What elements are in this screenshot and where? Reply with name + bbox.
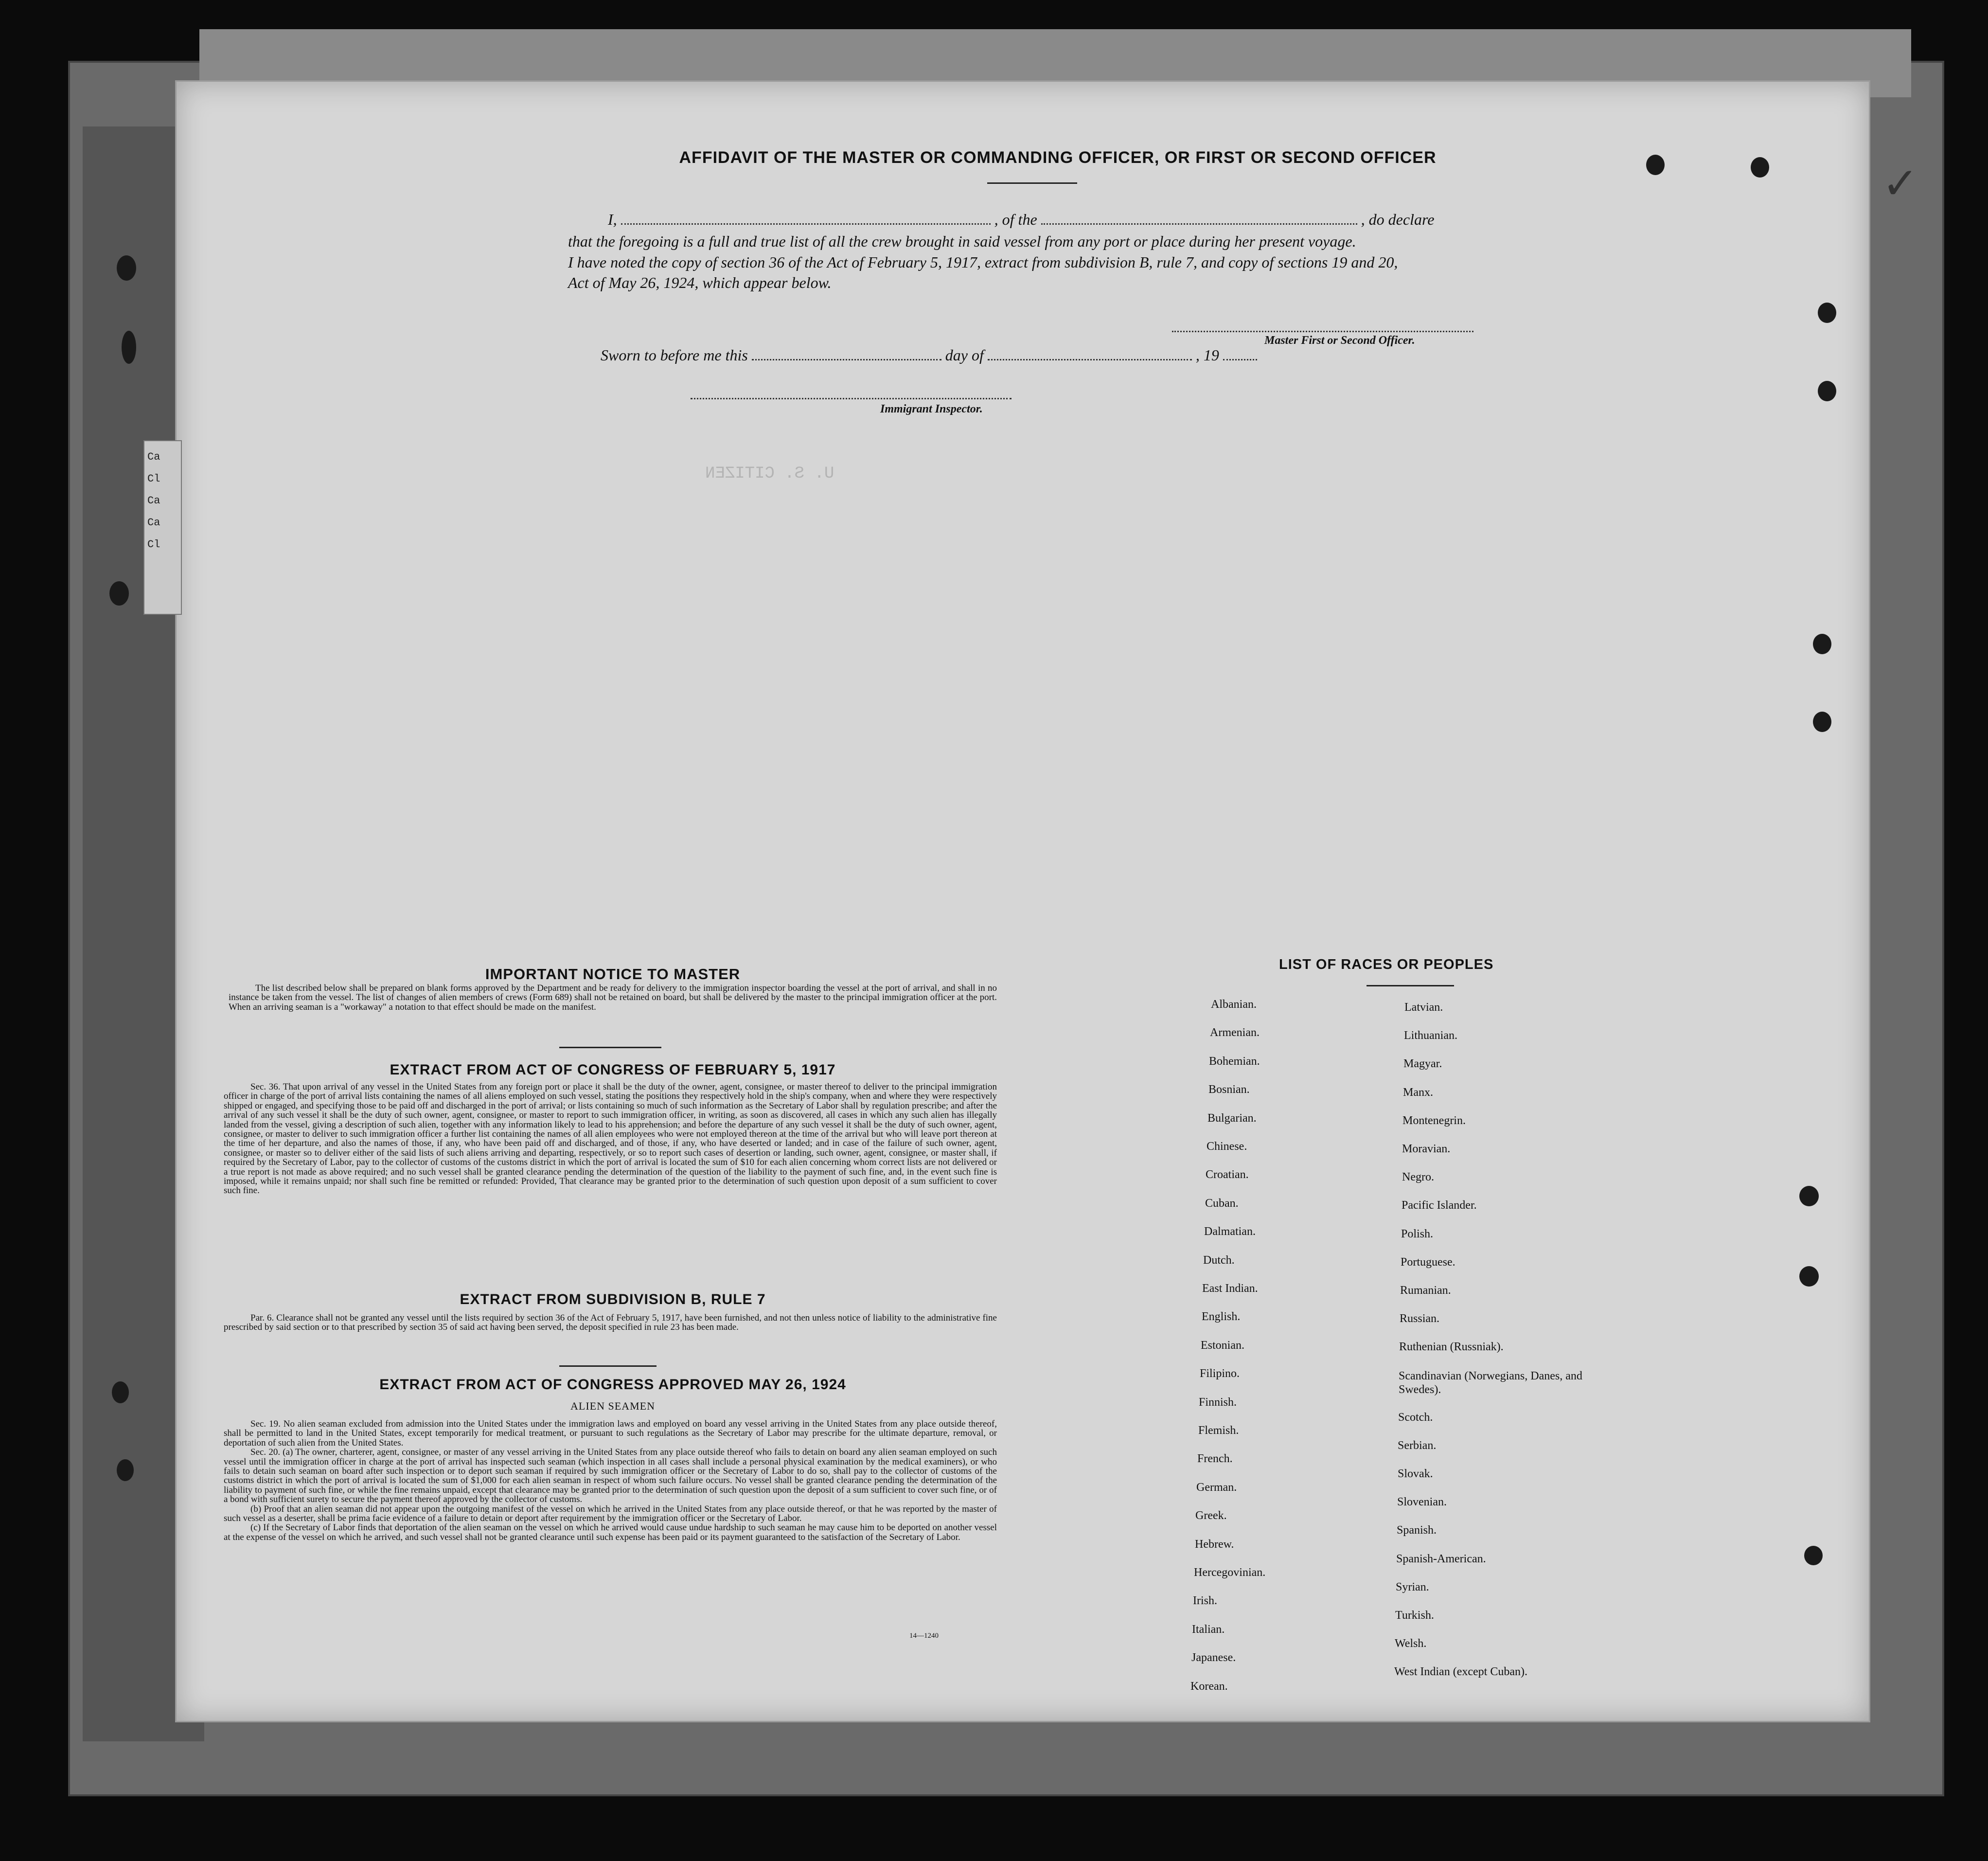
sworn-day-of: day of — [945, 346, 984, 364]
race-item: French. — [1197, 1452, 1233, 1465]
race-item: Irish. — [1193, 1594, 1217, 1607]
punch-hole-top-1 — [1646, 155, 1665, 175]
sworn-day-blank — [752, 359, 941, 360]
vessel-name-blank — [1041, 223, 1357, 225]
race-item: Chinese. — [1207, 1140, 1247, 1153]
punch-hole-top-2 — [1751, 157, 1769, 178]
race-item: German. — [1196, 1481, 1237, 1494]
master-signature-caption: Master First or Second Officer. — [1264, 334, 1415, 347]
notice-paragraph: The list described below shall be prepared on blank forms approved by the Department and be ready for delivery to the immigration inspector boarding the vessel at the port of arrival, and shall in no instance be taken from the vessel. The list of changes of alien members of crews (Form 689) shall not be retained on board, but shall be delivered by the master to the principal immigration officer at the port. When an arriving seaman is a "workaway" a notation to that effect should be made on the manifest. — [229, 983, 997, 1012]
race-item: Portuguese. — [1401, 1256, 1456, 1269]
race-item: Bulgarian. — [1207, 1112, 1257, 1125]
punch-hole-left-3 — [109, 581, 129, 606]
race-item: Italian. — [1192, 1623, 1225, 1636]
extract-1924-text — [224, 1419, 997, 1542]
extract-1917-title: EXTRACT FROM ACT OF CONGRESS OF FEBRUARY 5, 1917 — [390, 1062, 836, 1078]
punch-hole-left-5 — [117, 1459, 134, 1481]
race-item: Manx. — [1403, 1086, 1433, 1099]
punch-hole-right-3 — [1813, 634, 1831, 654]
race-item: Serbian. — [1398, 1439, 1437, 1452]
race-item: Armenian. — [1210, 1026, 1260, 1039]
affidavit-of-the: , of the — [994, 211, 1037, 228]
race-item: Slovenian. — [1397, 1496, 1447, 1508]
race-item: Albanian. — [1211, 998, 1257, 1011]
punch-hole-right-6 — [1799, 1266, 1819, 1287]
race-item: Polish. — [1401, 1228, 1434, 1240]
race-item: Negro. — [1402, 1171, 1434, 1183]
race-item: English. — [1202, 1310, 1241, 1323]
race-item: Magyar. — [1403, 1057, 1442, 1070]
race-item: Turkish. — [1395, 1609, 1434, 1622]
races-title: LIST OF RACES OR PEOPLES — [1279, 957, 1494, 972]
extract-1917-paragraph: Sec. 36. That upon arrival of any vessel in the United States from any foreign port or place it shall be the duty of the owner, agent, consignee, or master thereof to deliver to the principal immigration officer in charge of the port of arrival lists containing the names of all aliens employed on such vessel, stating the positions they respectively hold in the ship's company, when and where they were respectively shipped or engaged, and specifying those to be paid off and discharged in the port of arrival; or lists containing so much of such information as the Secretary of Labor shall by regulation prescribe; and after the arrival of any such vessel it shall be the duty of such owner, agent, consignee, or master to report to such immigration officer, in writing, as soon as discovered, all cases in which any such alien has illegally landed from the vessel, giving a description of such alien, together with any information likely to lead to his apprehension; and before the departure of any such vessel it shall be the duty of such owner, agent, consignee, or master to deliver to such immigration officer a further list containing the names of all alien employees who were not employed thereon at the time of the arrival but who will leave port thereon at the time of her departure, and also the names of those, if any, who have been paid off and discharged, and of those, if any, who have deserted or landed; and in case of the failure of such owner, agent, consignee, or master so to deliver either of the said lists of such aliens arriving and departing, respectively, or so to report such cases of desertion or landing, such owner, agent, consignee, or master shall, if required by the Secretary of Labor, pay to the collector of customs of the customs district in which the port of arrival is located the sum of $10 for each alien concerning whom correct lists are not delivered or a true report is not made as above required; and no such vessel shall be granted clearance pending the determination of the question of the liability to the payment of such fine, and, in the event such fine is imposed, while it remains unpaid; nor shall such fine be remitted or refunded: Provided, That clearance may be granted prior to the determination of such question upon deposit of a sum sufficient to cover such fine. — [224, 1082, 997, 1196]
margin-checkmark: ✓ — [1882, 160, 1919, 208]
affidavit-line-2: that the foregoing is a full and true list of all the crew brought in said vessel from any port or place during her present voyage. — [568, 233, 1356, 250]
notice-title: IMPORTANT NOTICE TO MASTER — [485, 966, 741, 983]
race-item: Lithuanian. — [1404, 1029, 1457, 1042]
extract-rule7-text — [224, 1313, 997, 1332]
affidavit-line-4: Act of May 26, 1924, which appear below. — [568, 274, 832, 291]
race-item: Filipino. — [1200, 1367, 1240, 1380]
form-number: 14—1240 — [909, 1632, 939, 1640]
punch-hole-left-2 — [122, 331, 136, 364]
affidavit-line-3: I have noted the copy of section 36 of the Act of February 5, 1917, extract from subdivision B, rule 7, and copy of sections 19 and 20, — [568, 253, 1398, 271]
race-item: Dalmatian. — [1204, 1225, 1256, 1238]
race-item: Scotch. — [1398, 1411, 1433, 1424]
rule7-rule — [559, 1365, 657, 1367]
sworn-year-blank — [1223, 359, 1257, 360]
race-item: Japanese. — [1191, 1651, 1236, 1664]
extract-1924-sec20c: (c) If the Secretary of Labor finds that deportation of the alien seaman on the vessel on which he arrived would cause undue hardship to such seaman he may cause him to be deported on another vessel at the expense of the vessel on which he arrived, and such vessel shall not be granted clearance until such expense has been paid or its payment guaranteed to the satisfaction of the Secretary of Labor. — [224, 1522, 997, 1542]
race-item: Hercegovinian. — [1194, 1566, 1266, 1579]
race-item: Slovak. — [1398, 1467, 1433, 1480]
races-title-rule — [1367, 985, 1454, 986]
race-item: Cuban. — [1205, 1197, 1239, 1210]
race-item: Pacific Islander. — [1402, 1199, 1477, 1212]
sworn-month-blank — [988, 359, 1192, 360]
race-item: Flemish. — [1198, 1424, 1239, 1437]
race-item: Hebrew. — [1195, 1538, 1234, 1551]
race-item: Korean. — [1190, 1680, 1228, 1693]
master-name-blank — [621, 223, 991, 225]
race-item: Bohemian. — [1209, 1055, 1260, 1068]
affidavit-line-1 — [608, 211, 1434, 229]
punch-hole-left-4 — [112, 1381, 129, 1403]
race-item: Bosnian. — [1208, 1083, 1250, 1096]
punch-hole-right-5 — [1799, 1186, 1819, 1206]
affidavit-title: AFFIDAVIT OF THE MASTER OR COMMANDING OFFICER, OR FIRST OR SECOND OFFICER — [679, 148, 1437, 167]
extract-rule7-paragraph: Par. 6. Clearance shall not be granted any vessel until the lists required by section 36 of the Act of February 5, 1917, have been furnished, and not then unless notice of liability to the administrative fine prescribed by said section or to that prescribed by section 35 of said act having been served, the deposit specified in rule 23 has been made. — [224, 1313, 997, 1333]
race-item: Syrian. — [1396, 1581, 1429, 1593]
punch-hole-right-2 — [1818, 381, 1836, 401]
race-item: East Indian. — [1202, 1282, 1258, 1295]
punch-hole-right-1 — [1818, 303, 1836, 323]
affidavit-do-declare: , do declare — [1361, 211, 1435, 228]
race-item: Ruthenian (Russniak). — [1399, 1341, 1504, 1353]
race-item: Latvian. — [1404, 1001, 1443, 1014]
notice-rule — [559, 1047, 661, 1048]
extract-1924-sec20a: Sec. 20. (a) The owner, charterer, agent, consignee, or master of any vessel arriving in the United States from any place outside thereof who fails to detain on board any alien seaman employed on such vessel until the immigration officer in charge at the port of arrival has inspected such seaman (which inspection in all cases shall include a personal physical examination by the medical examiners), or who fails to detain such seaman on board after such inspection or to deport such seaman if required by such immigration officer or the Secretary of Labor to do so, shall pay to the collector of customs of the customs district in which the port of arrival is located the sum of $1,000 for each alien seaman in respect of whom such failure occurs. No vessel shall be granted clearance pending the determination of the liability to payment of such fine, or while the fine remains unpaid, except that clearance may be granted prior to the determination of such question upon the deposit of a sum sufficient to cover such fine, or of a bond with sufficient surety to secure the payment thereof approved by the collector of customs. — [224, 1447, 997, 1505]
race-item: Russian. — [1400, 1312, 1440, 1325]
race-item: Greek. — [1195, 1509, 1227, 1522]
punch-hole-right-7 — [1804, 1546, 1823, 1565]
race-item: Rumanian. — [1400, 1284, 1451, 1297]
race-item: Welsh. — [1395, 1637, 1427, 1650]
notice-text — [229, 984, 997, 1012]
race-item: Spanish-American. — [1396, 1553, 1486, 1565]
bleedthrough-stamp: U. S. CITIZEN — [705, 465, 834, 483]
extract-1924-sec19: Sec. 19. No alien seaman excluded from admission into the United States under the immigration laws and employed on board any vessel arriving in the United States from any place outside thereof, shall be permitted to land in the United States, except temporarily for medical treatment, or pursuant to such regulations as the Secretary of Labor may prescribe for the ultimate departure, removal, or deportation of such alien from the United States. — [224, 1419, 997, 1448]
race-item: Moravian. — [1402, 1143, 1451, 1155]
master-signature-line — [1172, 331, 1473, 332]
sworn-text: Sworn to before me this — [601, 346, 748, 364]
extract-1924-subtitle: ALIEN SEAMEN — [570, 1400, 655, 1412]
extract-rule7-title: EXTRACT FROM SUBDIVISION B, RULE 7 — [460, 1291, 766, 1307]
race-item: West Indian (except Cuban). — [1394, 1665, 1527, 1678]
extract-1917-text — [224, 1082, 997, 1196]
affidavit-title-rule — [987, 182, 1077, 184]
left-tab-stub: Ca Cl Ca Ca Cl — [143, 440, 182, 615]
inspector-signature-line — [691, 398, 1012, 399]
punch-hole-left-1 — [117, 255, 136, 281]
sworn-year: , 19 — [1195, 346, 1219, 364]
race-item: Croatian. — [1206, 1168, 1249, 1181]
affidavit-i: I, — [608, 211, 617, 228]
extract-1924-title: EXTRACT FROM ACT OF CONGRESS APPROVED MAY 26, 1924 — [379, 1377, 846, 1393]
race-item: Dutch. — [1203, 1254, 1235, 1267]
extract-1924-sec20b: (b) Proof that an alien seaman did not appear upon the outgoing manifest of the vessel on which he arrived in the United States from any place outside thereof, or that he was reported by the master of such vessel as a deserter, shall be prima facie evidence of a failure to detain or deport after requirement by the immigration officer or the Secretary of Labor. — [224, 1503, 997, 1524]
inspector-signature-caption: Immigrant Inspector. — [880, 403, 983, 415]
race-item: Finnish. — [1199, 1396, 1237, 1409]
punch-hole-right-4 — [1813, 712, 1831, 732]
race-item: Scandinavian (Norwegians, Danes, and Swedes). — [1399, 1370, 1582, 1396]
sworn-line — [601, 346, 1257, 364]
race-item: Montenegrin. — [1402, 1114, 1466, 1127]
race-item: Spanish. — [1397, 1524, 1437, 1537]
race-item: Estonian. — [1201, 1339, 1244, 1352]
